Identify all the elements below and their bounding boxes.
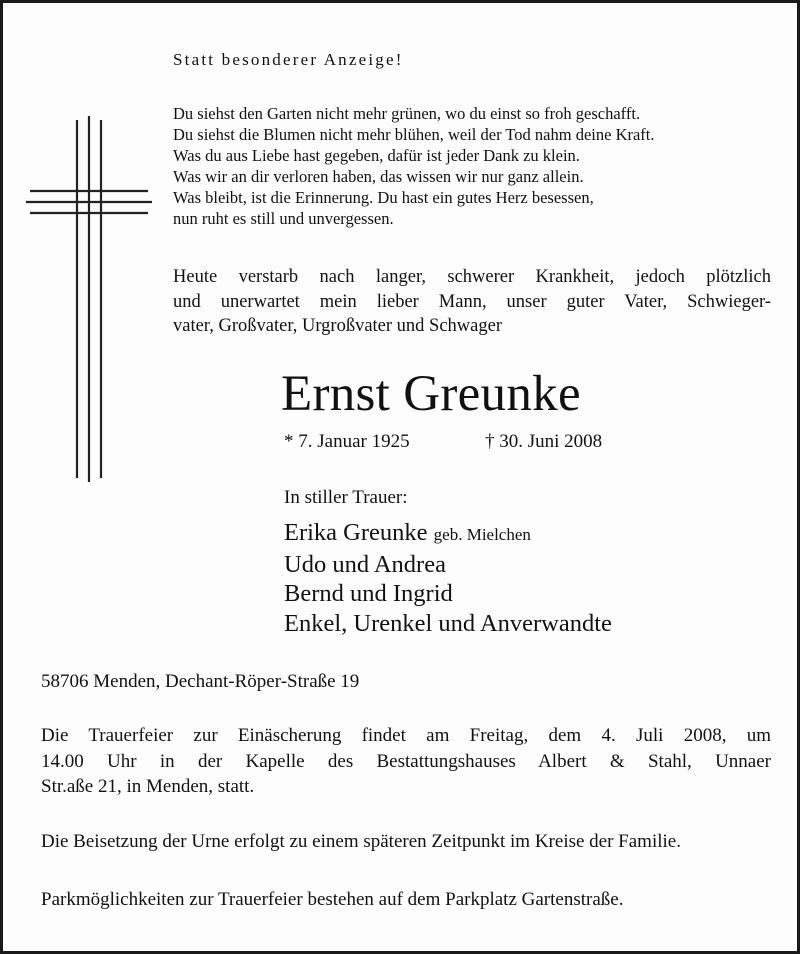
funeral-line: Str.aße 21, in Menden, statt.: [41, 776, 255, 797]
announcement-heading: Statt besonderer Anzeige!: [173, 50, 404, 69]
intro-line: Heute verstarb nach langer, schwerer Krankheit, jedoch plötzlich: [173, 267, 771, 287]
burial-info: Die Beisetzung der Urne erfolgt zu einem späteren Zeitpunkt im Kreise der Familie.: [41, 831, 681, 852]
funeral-line: Die Trauerfeier zur Einäscherung findet am Freitag, dem 4. Juli 2008, um: [41, 725, 771, 746]
poem-line: Du siehst den Garten nicht mehr grünen, wo du einst so froh geschafft.: [173, 104, 641, 123]
deceased-name: Ernst Greunke: [281, 366, 581, 422]
death-date: † 30. Juni 2008: [485, 431, 603, 452]
death-notice-intro: [173, 265, 771, 339]
birth-date: * 7. Januar 1925: [284, 431, 410, 452]
intro-line: und unerwartet mein lieber Mann, unser guter Vater, Schwieger-: [173, 291, 771, 312]
intro-line: vater, Großvater, Urgroßvater und Schwager: [173, 316, 502, 336]
memorial-poem: [173, 103, 655, 229]
family-address: 58706 Menden, Dechant-Röper-Straße 19: [41, 671, 360, 692]
mourner-entry: [284, 518, 612, 550]
poem-line: Was du aus Liebe hast gegeben, dafür ist jeder Dank zu klein.: [173, 146, 580, 165]
mourning-label: In stiller Trauer:: [284, 487, 408, 508]
mourner-entry: Udo und Andrea: [284, 550, 446, 578]
mourners-list: [284, 518, 612, 638]
mourner-entry: Enkel, Urenkel und Anverwandte: [284, 609, 612, 637]
poem-line: Du siehst die Blumen nicht mehr blühen, weil der Tod nahm deine Kraft.: [173, 125, 655, 144]
funeral-line: 14.00 Uhr in der Kapelle des Bestattungshauses Albert & Stahl, Unnaer: [41, 750, 771, 772]
parking-info: Parkmöglichkeiten zur Trauerfeier bestehen auf dem Parkplatz Gartenstraße.: [41, 889, 624, 910]
funeral-info: [41, 723, 771, 800]
poem-line: Was wir an dir verloren haben, das wissen wir nur ganz allein.: [173, 167, 584, 186]
mourner-entry: Bernd und Ingrid: [284, 580, 453, 607]
poem-line: nun ruht es still und unvergessen.: [173, 209, 394, 228]
mourner-name: Erika Greunke: [284, 519, 428, 546]
maiden-name: geb. Mielchen: [433, 525, 531, 544]
cross-icon: [3, 3, 163, 493]
poem-line: Was bleibt, ist die Erinnerung. Du hast ein gutes Herz besessen,: [173, 188, 594, 207]
